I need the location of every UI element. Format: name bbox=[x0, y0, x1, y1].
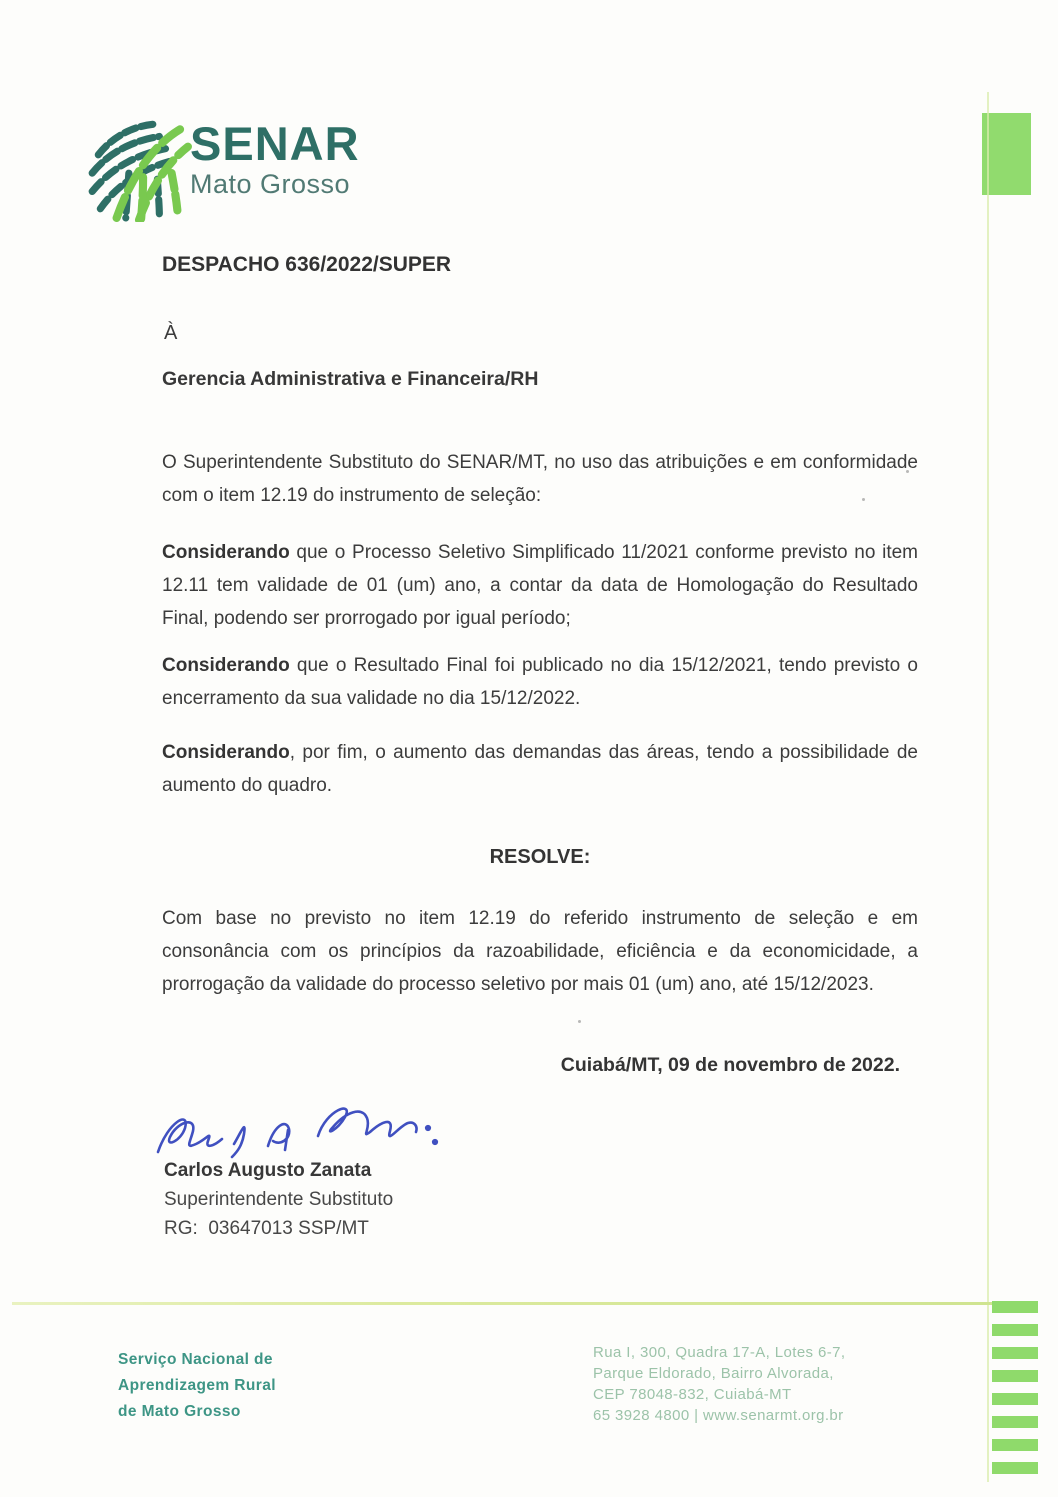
paragraph-lead: Considerando bbox=[162, 655, 290, 676]
footer-address bbox=[593, 1342, 845, 1426]
signer-name: Carlos Augusto Zanata bbox=[164, 1160, 372, 1181]
paragraph-text: que o Resultado Final foi publicado no dia 15/12/2021, tendo previsto o encerramento da sua validade no dia 15/12/2022. bbox=[162, 655, 918, 709]
salutation: À bbox=[164, 322, 178, 344]
footer-address-line: Parque Eldorado, Bairro Alvorada, bbox=[593, 1365, 834, 1382]
paragraph-considerando-3 bbox=[162, 736, 918, 802]
stripe bbox=[992, 1462, 1038, 1474]
paragraph-lead: Considerando bbox=[162, 542, 290, 563]
stripe bbox=[992, 1301, 1038, 1313]
stripe bbox=[992, 1393, 1038, 1405]
highlight-block bbox=[982, 113, 1031, 195]
senar-logo-icon bbox=[82, 110, 194, 222]
footer-organization bbox=[118, 1347, 276, 1425]
brand-text bbox=[190, 117, 360, 199]
stripe bbox=[992, 1370, 1038, 1382]
stripe bbox=[992, 1347, 1038, 1359]
document-title: DESPACHO 636/2022/SUPER bbox=[162, 253, 452, 276]
scan-line-vertical bbox=[987, 92, 989, 1482]
paragraph-lead: Considerando bbox=[162, 742, 290, 763]
recipient-line: Gerencia Administrativa e Financeira/RH bbox=[162, 368, 539, 390]
signature-block bbox=[164, 1156, 393, 1243]
stripe bbox=[992, 1416, 1038, 1428]
footer-org-line: Aprendizagem Rural bbox=[118, 1377, 276, 1394]
footer-org-line: Serviço Nacional de bbox=[118, 1351, 273, 1368]
footer-org-line: de Mato Grosso bbox=[118, 1403, 241, 1420]
paragraph-text: O Superintendente Substituto do SENAR/MT, no uso das atribuições e em conformidade com o item 12.19 do instrumento de seleção: bbox=[162, 452, 918, 506]
footer-address-line: Rua I, 300, Quadra 17-A, Lotes 6-7, bbox=[593, 1344, 846, 1361]
stripe-pattern bbox=[992, 1301, 1038, 1485]
paragraph-text: , por fim, o aumento das demandas das áreas, tendo a possibilidade de aumento do quadro. bbox=[162, 742, 918, 796]
paragraph-intro bbox=[162, 446, 918, 512]
stripe bbox=[992, 1324, 1038, 1336]
paragraph-text: que o Processo Seletivo Simplificado 11/2021 conforme previsto no item 12.11 tem validade de 01 (um) ano, a contar da data de Homologação do Resultado Final, podendo ser prorrogado por igual período; bbox=[162, 542, 918, 629]
brand-name: SENAR bbox=[190, 117, 360, 170]
footer-address-line: 65 3928 4800 | www.senarmt.org.br bbox=[593, 1407, 844, 1424]
footer-address-line: CEP 78048-832, Cuiabá-MT bbox=[593, 1386, 792, 1403]
scan-speck bbox=[578, 1020, 581, 1023]
resolve-heading: RESOLVE: bbox=[489, 846, 591, 868]
paragraph-considerando-1 bbox=[162, 536, 918, 635]
signer-role: Superintendente Substituto bbox=[164, 1189, 394, 1210]
paragraph-resolution: Com base no previsto no item 12.19 do referido instrumento de seleção e em consonância com os princípios da razoabilidade, eficiência e da economicidade, a prorrogação da validade do processo seletivo por mais 01 (um) ano, até 15/12/2023. bbox=[162, 908, 918, 995]
paragraph-considerando-2 bbox=[162, 649, 918, 715]
signer-rg: RG: 03647013 SSP/MT bbox=[164, 1218, 369, 1239]
footer-divider bbox=[12, 1302, 992, 1305]
stripe bbox=[992, 1439, 1038, 1451]
dateline: Cuiabá/MT, 09 de novembro de 2022. bbox=[560, 1054, 900, 1076]
brand-region: Mato Grosso bbox=[190, 169, 351, 199]
